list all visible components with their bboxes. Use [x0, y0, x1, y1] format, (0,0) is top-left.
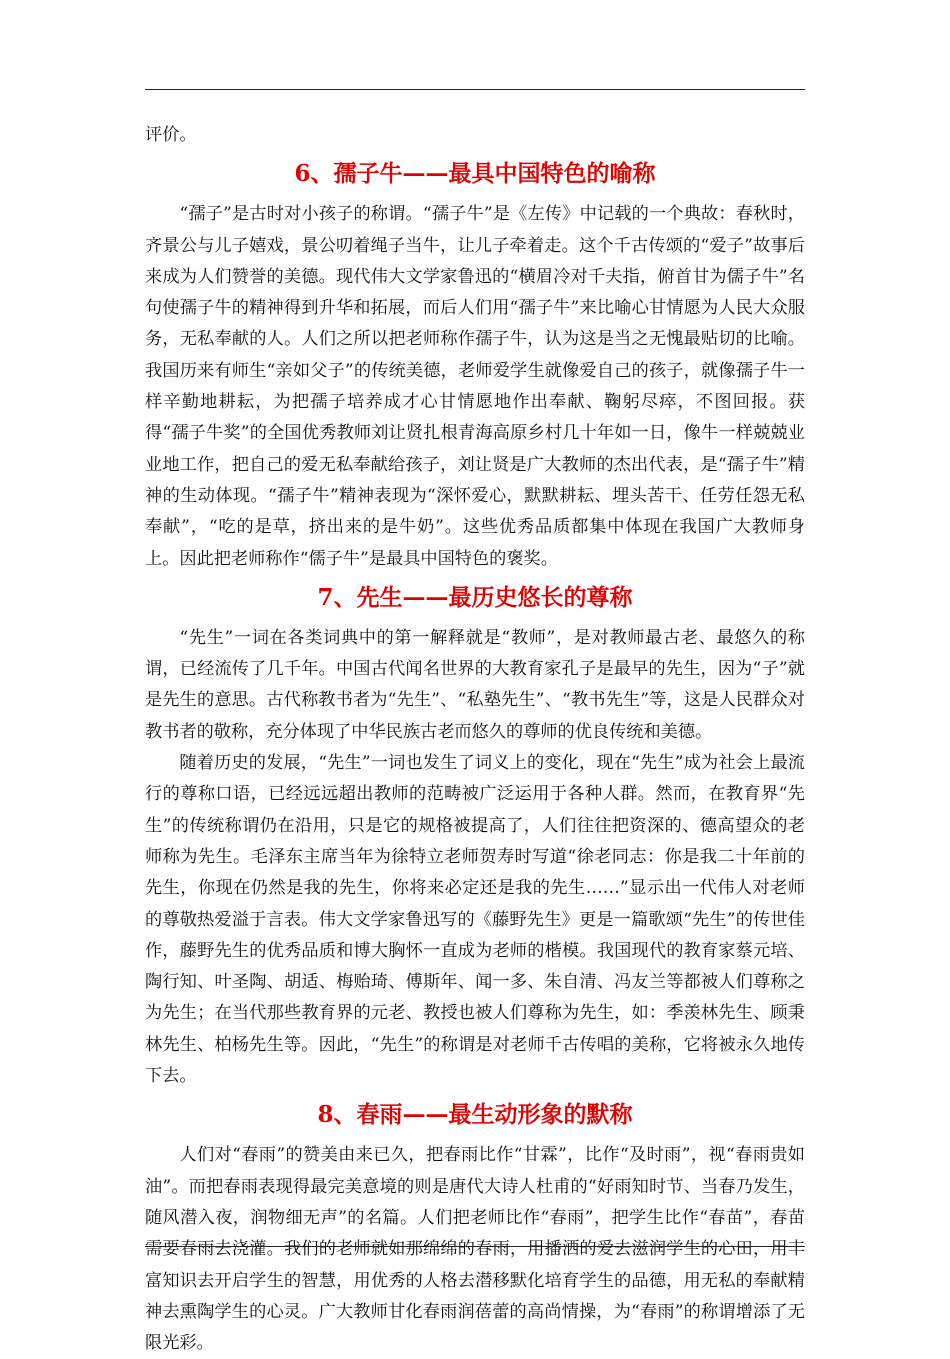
section-heading-ruzi-niu: 6、孺子牛——最具中国特色的喻称	[294, 160, 656, 188]
section-heading-chunyu: 8、春雨——最生动形象的默称	[317, 1101, 633, 1129]
paragraph-chunyu: 人们对“春雨”的赞美由来已久，把春雨比作“甘霖”，比作“及时雨”，视“春雨贵如油”。而把春雨表现得最完美意境的则是唐代大诗人杜甫的“好雨知时节、当春乃发生，随风潜入夜，润物细无声”的名篇。人们把老师比作“春雨”，把学生比作“春苗”，春苗需要春雨去浇灌。我们的老师就如那绵绵的春雨，用播洒的爱去滋润学生的心田，用丰富知识去开启学生的智慧，用优秀的人格去潜移默化培育学生的品德，用无私的奉献精神去熏陶学生的心灵。广大教师甘化春雨润蓓蕾的高尚情操，为“春雨”的称谓增添了无限光彩。	[145, 1145, 805, 1354]
paragraph-xiansheng-1: “先生”一词在各类词典中的第一解释就是“教师”，是对教师最古老、最悠久的称谓，已经流传了几千年。中国古代闻名世界的大教育家孔子是最早的先生，因为“子”就是先生的意思。古代称教书者为“先生”、“私塾先生”、“教书先生”等，这是人民群众对教书者的敬称，充分体现了中华民族古老而悠久的尊师的优良传统和美德。	[145, 627, 805, 742]
paragraph-ruzi-niu: “孺子”是古时对小孩子的称谓。“孺子牛”是《左传》中记载的一个典故：春秋时，齐景公与儿子嬉戏，景公叨着绳子当牛，让儿子牵着走。这个千古传颂的“爱子”故事后来成为人们赞誉的美德。现代伟大文学家鲁迅的“横眉冷对千夫指，俯首甘为儒子牛”名句使孺子牛的精神得到升华和拓展，而后人们用“孺子牛”来比喻心甘情愿为人民大众服务，无私奉献的人。人们之所以把老师称作孺子牛，认为这是当之无愧最贴切的比喻。我国历来有师生“亲如父子”的传统美德，老师爱学生就像爱自己的孩子，就像孺子牛一样辛勤地耕耘，为把孺子培养成才心甘情愿地作出奉献、鞠躬尽瘁，不图回报。获得“孺子牛奖”的全国优秀教师刘让贤扎根青海高原乡村几十年如一日，像牛一样兢兢业业地工作，把自己的爱无私奉献给孩子，刘让贤是广大教师的杰出代表，是“孺子牛”精神的生动体现。“孺子牛”精神表现为“深怀爱心，默默耕耘、埋头苦干、任劳任怨无私奉献”，“吃的是草，挤出来的是牛奶”。这些优秀品质都集中体现在我国广大教师身上。因此把老师称作“儒子牛”是最具中国特色的褒奖。	[145, 204, 805, 569]
document-body	[145, 120, 805, 1359]
footer-rule	[145, 1246, 805, 1247]
header-rule	[145, 89, 805, 90]
section-heading-xiansheng: 7、先生——最历史悠长的尊称	[317, 583, 633, 611]
intro-tail-text: 评价。	[145, 125, 197, 145]
paragraph-xiansheng-2: 随着历史的发展，“先生”一词也发生了词义上的变化，现在“先生”成为社会上最流行的尊称口语，已经远远超出教师的范畴被广泛运用于各种人群。然而，在教育界“先生”的传统称谓仍在沿用，只是它的规格被提高了，人们往往把资深的、德高望众的老师称为先生。毛泽东主席当年为徐特立老师贺寿时写道“徐老同志：你是我二十年前的先生，你现在仍然是我的先生，你将来必定还是我的先生……”显示出一代伟人对老师的尊敬热爱溢于言表。伟大文学家鲁迅写的《藤野先生》更是一篇歌颂“先生”的传世佳作，藤野先生的优秀品质和博大胸怀一直成为老师的楷模。我国现代的教育家蔡元培、陶行知、叶圣陶、胡适、梅贻琦、傅斯年、闻一多、朱自清、冯友兰等都被人们尊称之为先生；在当代那些教育界的元老、教授也被人们尊称为先生，如：季羡林先生、顾秉林先生、柏杨先生等。因此，“先生”的称谓是对老师千古传唱的美称，它将被永久地传下去。	[145, 753, 805, 1087]
